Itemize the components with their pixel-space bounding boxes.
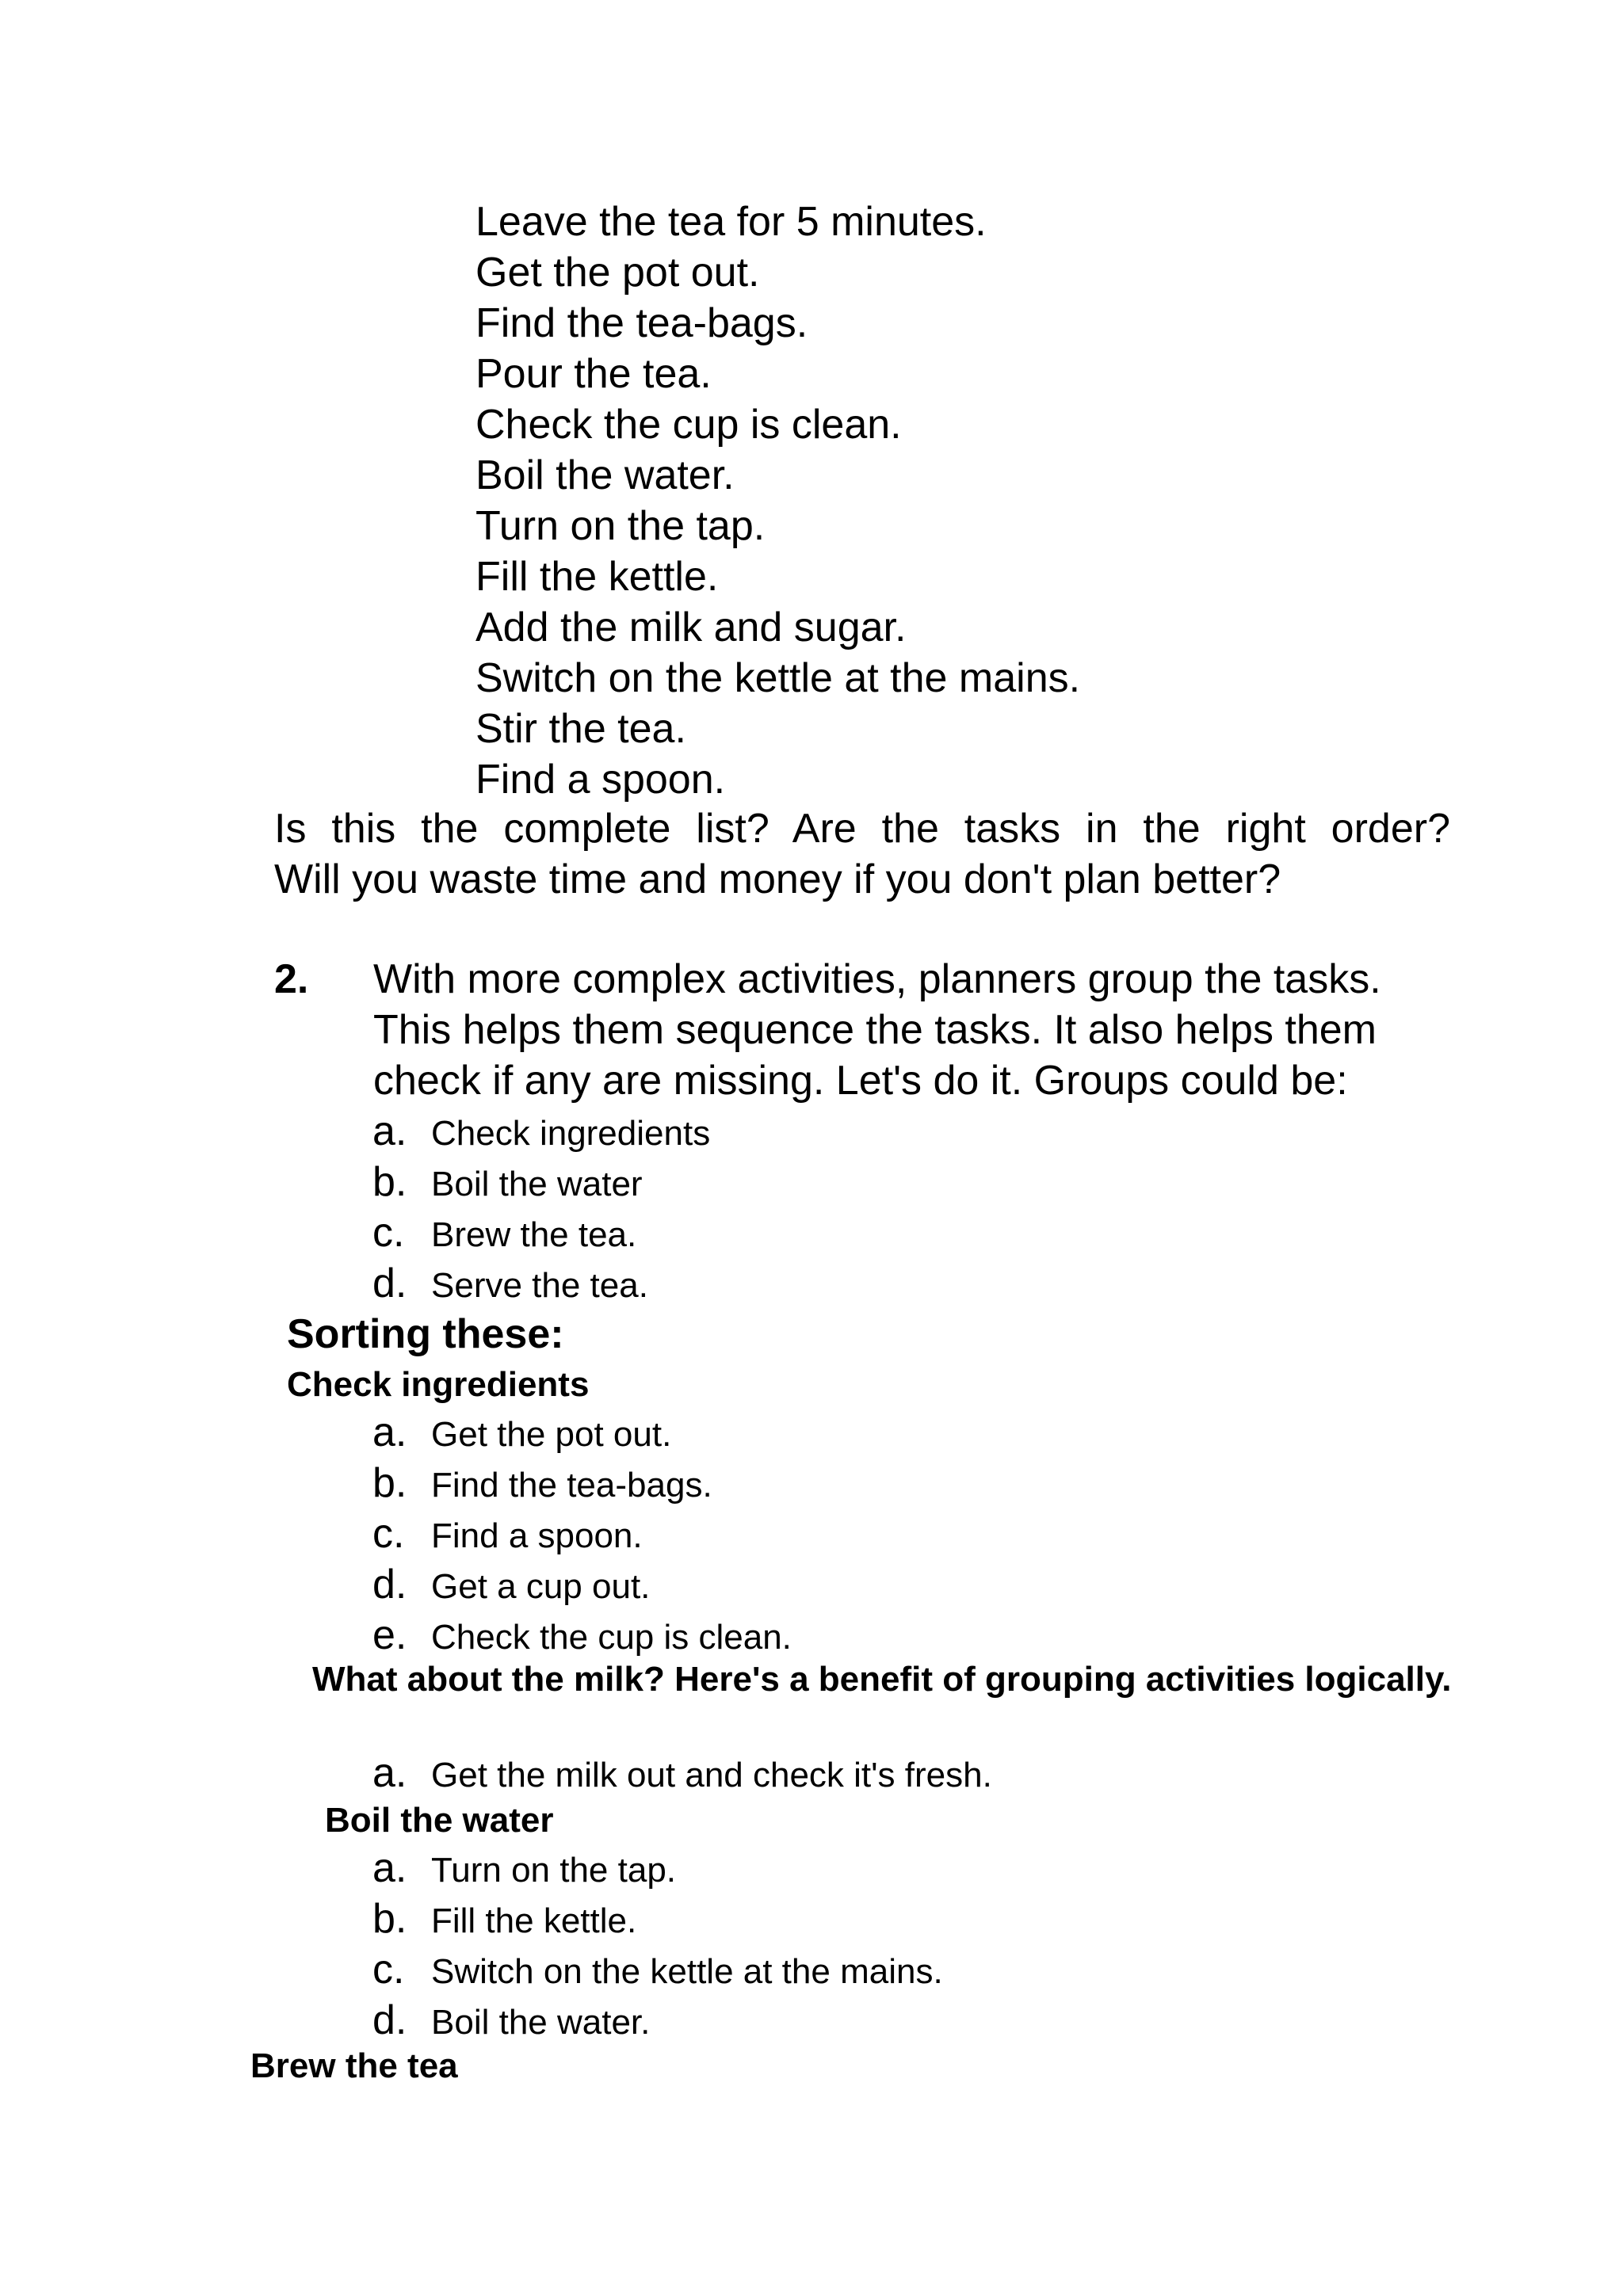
list-item-text: Get a cup out. [431, 1567, 651, 1606]
paragraph-line: check if any are missing. Let's do it. Groups could be: [373, 1058, 1348, 1104]
check-ingredients-heading: Check ingredients [287, 1365, 590, 1404]
task-item: Turn on the tap. [475, 503, 766, 549]
list-letter: b. [372, 1460, 407, 1506]
paragraph-line: This helps them sequence the tasks. It also helps them [373, 1007, 1377, 1053]
list-item [372, 1995, 943, 2046]
task-item: Add the milk and sugar. [475, 605, 907, 650]
list-letter: a. [372, 1108, 407, 1154]
section-2-paragraph [373, 954, 1450, 1106]
list-letter: c. [372, 1210, 405, 1256]
list-item [372, 1559, 792, 1610]
list-letter: a. [372, 1409, 407, 1455]
unordered-task-list [475, 196, 1080, 805]
list-item-text: Fill the kettle. [431, 1901, 637, 1940]
list-item-text: Check the cup is clean. [431, 1618, 792, 1657]
list-item-text: Check ingredients [431, 1114, 711, 1153]
task-item: Find the tea-bags. [475, 300, 808, 346]
list-item [372, 1458, 792, 1508]
list-letter: b. [372, 1896, 407, 1942]
task-item: Switch on the kettle at the mains. [475, 655, 1081, 701]
list-item-text: Turn on the tap. [431, 1851, 677, 1890]
question-line: Will you waste time and money if you don't plan better? [274, 856, 1281, 902]
task-item: Stir the tea. [475, 706, 686, 752]
milk-heading: What about the milk? Here's a benefit of grouping activities logically. [312, 1660, 1452, 1699]
list-item [372, 1894, 943, 1944]
task-item: Find a spoon. [475, 757, 726, 803]
question-line: Is this the complete list? Are the tasks in the right order? [274, 806, 1450, 852]
list-letter: d. [372, 1562, 407, 1608]
boil-water-heading: Boil the water [325, 1801, 554, 1840]
list-item-text: Boil the water. [431, 2003, 651, 2042]
task-item: Fill the kettle. [475, 554, 719, 600]
list-item-text: Brew the tea. [431, 1215, 637, 1254]
list-item-text: Find a spoon. [431, 1516, 643, 1555]
list-item-text: Get the pot out. [431, 1415, 672, 1454]
list-item-text: Find the tea-bags. [431, 1466, 712, 1505]
boil-water-list [372, 1843, 943, 2046]
list-letter: c. [372, 1947, 405, 1993]
brew-tea-heading: Brew the tea [250, 2046, 458, 2085]
list-item [372, 1748, 992, 1798]
list-item [372, 1258, 710, 1309]
list-item [372, 1157, 710, 1207]
paragraph-line: With more complex activities, planners group the tasks. [373, 956, 1381, 1002]
task-item: Boil the water. [475, 452, 735, 498]
list-letter: e. [372, 1612, 407, 1658]
list-letter: b. [372, 1159, 407, 1205]
list-item [372, 1843, 943, 1894]
list-item-text: Get the milk out and check it's fresh. [431, 1756, 992, 1794]
group-list [372, 1106, 710, 1309]
list-item [372, 1508, 792, 1559]
list-item [372, 1207, 710, 1258]
sorting-heading: Sorting these: [287, 1311, 564, 1357]
list-letter: c. [372, 1511, 405, 1557]
milk-list [372, 1748, 992, 1798]
list-letter: d. [372, 1261, 407, 1306]
task-item: Get the pot out. [475, 250, 760, 296]
list-letter: a. [372, 1845, 407, 1891]
task-item: Check the cup is clean. [475, 402, 902, 448]
list-item-text: Switch on the kettle at the mains. [431, 1952, 943, 1991]
list-item-text: Boil the water [431, 1165, 643, 1203]
list-item [372, 1407, 792, 1458]
section-number: 2. [274, 956, 309, 1002]
list-letter: d. [372, 1997, 407, 2043]
review-question [274, 803, 1450, 905]
list-letter: a. [372, 1750, 407, 1796]
list-item [372, 1610, 792, 1661]
list-item-text: Serve the tea. [431, 1266, 648, 1305]
task-item: Leave the tea for 5 minutes. [475, 199, 987, 245]
list-item [372, 1106, 710, 1157]
check-ingredients-list [372, 1407, 792, 1661]
task-item: Pour the tea. [475, 351, 712, 397]
list-item [372, 1944, 943, 1995]
section-2 [274, 954, 1450, 1106]
